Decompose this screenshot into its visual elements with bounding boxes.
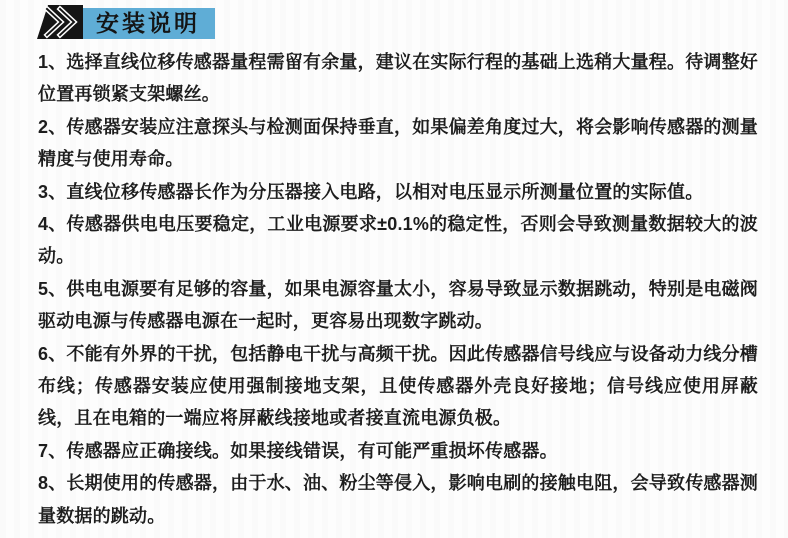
instruction-item-8: 8、长期使用的传感器，由于水、油、粉尘等侵入，影响电刷的接触电阻，会导致传感器测量数据的跳动。 [38,473,759,526]
instruction-item-5: 5、供电电源要有足够的容量，如果电源容量太小，容易导致显示数据跳动，特别是电磁阀驱动电源与传感器电源在一起时，更容易出现数字跳动。 [38,278,759,332]
instruction-item-4: 4、传感器供电电压要稳定，工业电源要求±0.1%的稳定性，否则会导致测量数据较大的波动。 [38,214,758,267]
section-header [37,5,788,39]
section-title-box [83,8,215,39]
instruction-item-6: 6、不能有外界的干扰，包括静电干扰与高频干扰。因此传感器信号线应与设备动力线分槽布线；传感器安装应使用强制接地支架，且使传感器外壳良好接地；信号线应使用屏蔽线，且在电箱的一端应将屏蔽线接地或者接直流电源负极。 [38,343,759,429]
instruction-item-7: 7、传感器应正确接线。如果接线错误，有可能严重损坏传感器。 [38,440,558,461]
document-page [0,5,788,538]
instruction-item-1: 1、选择直线位移传感器量程需留有余量，建议在实际行程的基础上选稍大量程。待调整好位置再锁紧支架螺丝。 [38,52,759,105]
instruction-item-3: 3、直线位移传感器长作为分压器接入电路，以相对电压显示所测量位置的实际值。 [38,181,704,202]
double-chevron-right-icon [37,5,83,39]
page-title: 安装说明 [96,10,200,36]
instruction-item-2: 2、传感器安装应注意探头与检测面保持垂直，如果偏差角度过大，将会影响传感器的测量精度与使用寿命。 [38,116,759,170]
instructions-list [0,39,788,532]
